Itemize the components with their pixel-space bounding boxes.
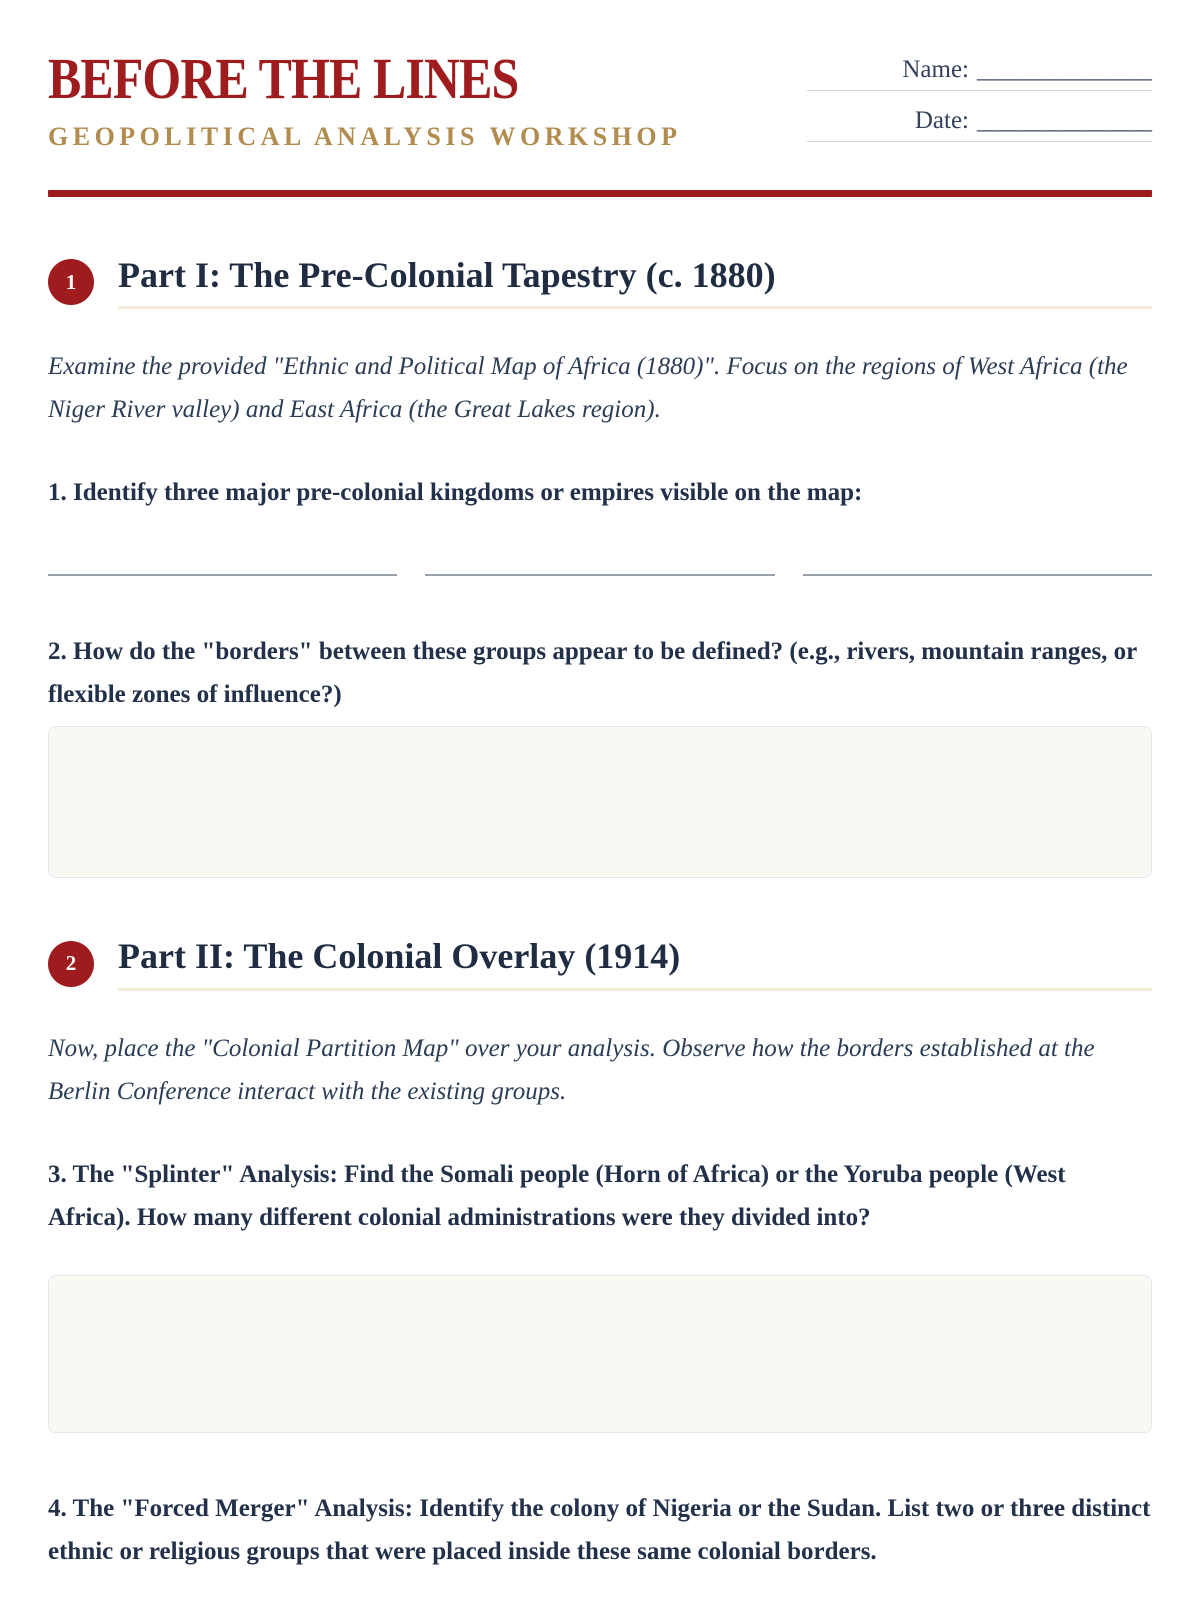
date-row: [807, 107, 1152, 142]
question-3-answer-box[interactable]: [48, 1275, 1152, 1433]
name-date-block: [807, 56, 1152, 158]
part2-number-badge: 2: [48, 941, 94, 987]
answer-blank-1[interactable]: [48, 574, 397, 576]
header-divider: [48, 190, 1152, 197]
answer-blank-3[interactable]: [803, 574, 1152, 576]
part2-instructions: Now, place the "Colonial Partition Map" over your analysis. Observe how the borders established at the Berlin Conference interact with the existing groups.: [48, 1034, 1095, 1105]
question-4: 4. The "Forced Merger" Analysis: Identify the colony of Nigeria or the Sudan. List two or three distinct ethnic or religious groups that were placed inside these same colonial borders.: [48, 1494, 1151, 1565]
page-title: BEFORE THE LINES: [48, 46, 519, 111]
page-subtitle: GEOPOLITICAL ANALYSIS WORKSHOP: [48, 122, 682, 151]
question-2-answer-box[interactable]: [48, 726, 1152, 878]
question-3: 3. The "Splinter" Analysis: Find the Somali people (Horn of Africa) or the Yoruba people (West Africa). How many different colonial administrations were they divided into?: [48, 1160, 1066, 1231]
part1-heading: [48, 255, 1152, 309]
question-1: 1. Identify three major pre-colonial kingdoms or empires visible on the map:: [48, 479, 863, 507]
part2-heading: [48, 936, 1152, 990]
date-input-blank[interactable]: ______________: [977, 107, 1152, 134]
part1-instructions: Examine the provided "Ethnic and Political Map of Africa (1880)". Focus on the regions of West Africa (the Niger River valley) and East Africa (the Great Lakes region).: [48, 353, 1128, 424]
part1-number-badge: 1: [48, 259, 94, 305]
name-label: Name:: [902, 56, 969, 83]
question-2: 2. How do the "borders" between these groups appear to be defined? (e.g., rivers, mountain ranges, or flexible zones of influence?): [48, 638, 1137, 709]
header: [48, 0, 1152, 158]
part1-title: Part I: The Pre-Colonial Tapestry (c. 1880): [118, 255, 1152, 309]
answer-blank-2[interactable]: [425, 574, 774, 576]
name-input-blank[interactable]: ______________: [977, 56, 1152, 83]
masthead: [48, 46, 807, 152]
part2-title: Part II: The Colonial Overlay (1914): [118, 936, 1152, 990]
name-row: [807, 56, 1152, 91]
question-1-answer-blanks: [48, 574, 1152, 576]
date-label: Date:: [914, 107, 969, 134]
